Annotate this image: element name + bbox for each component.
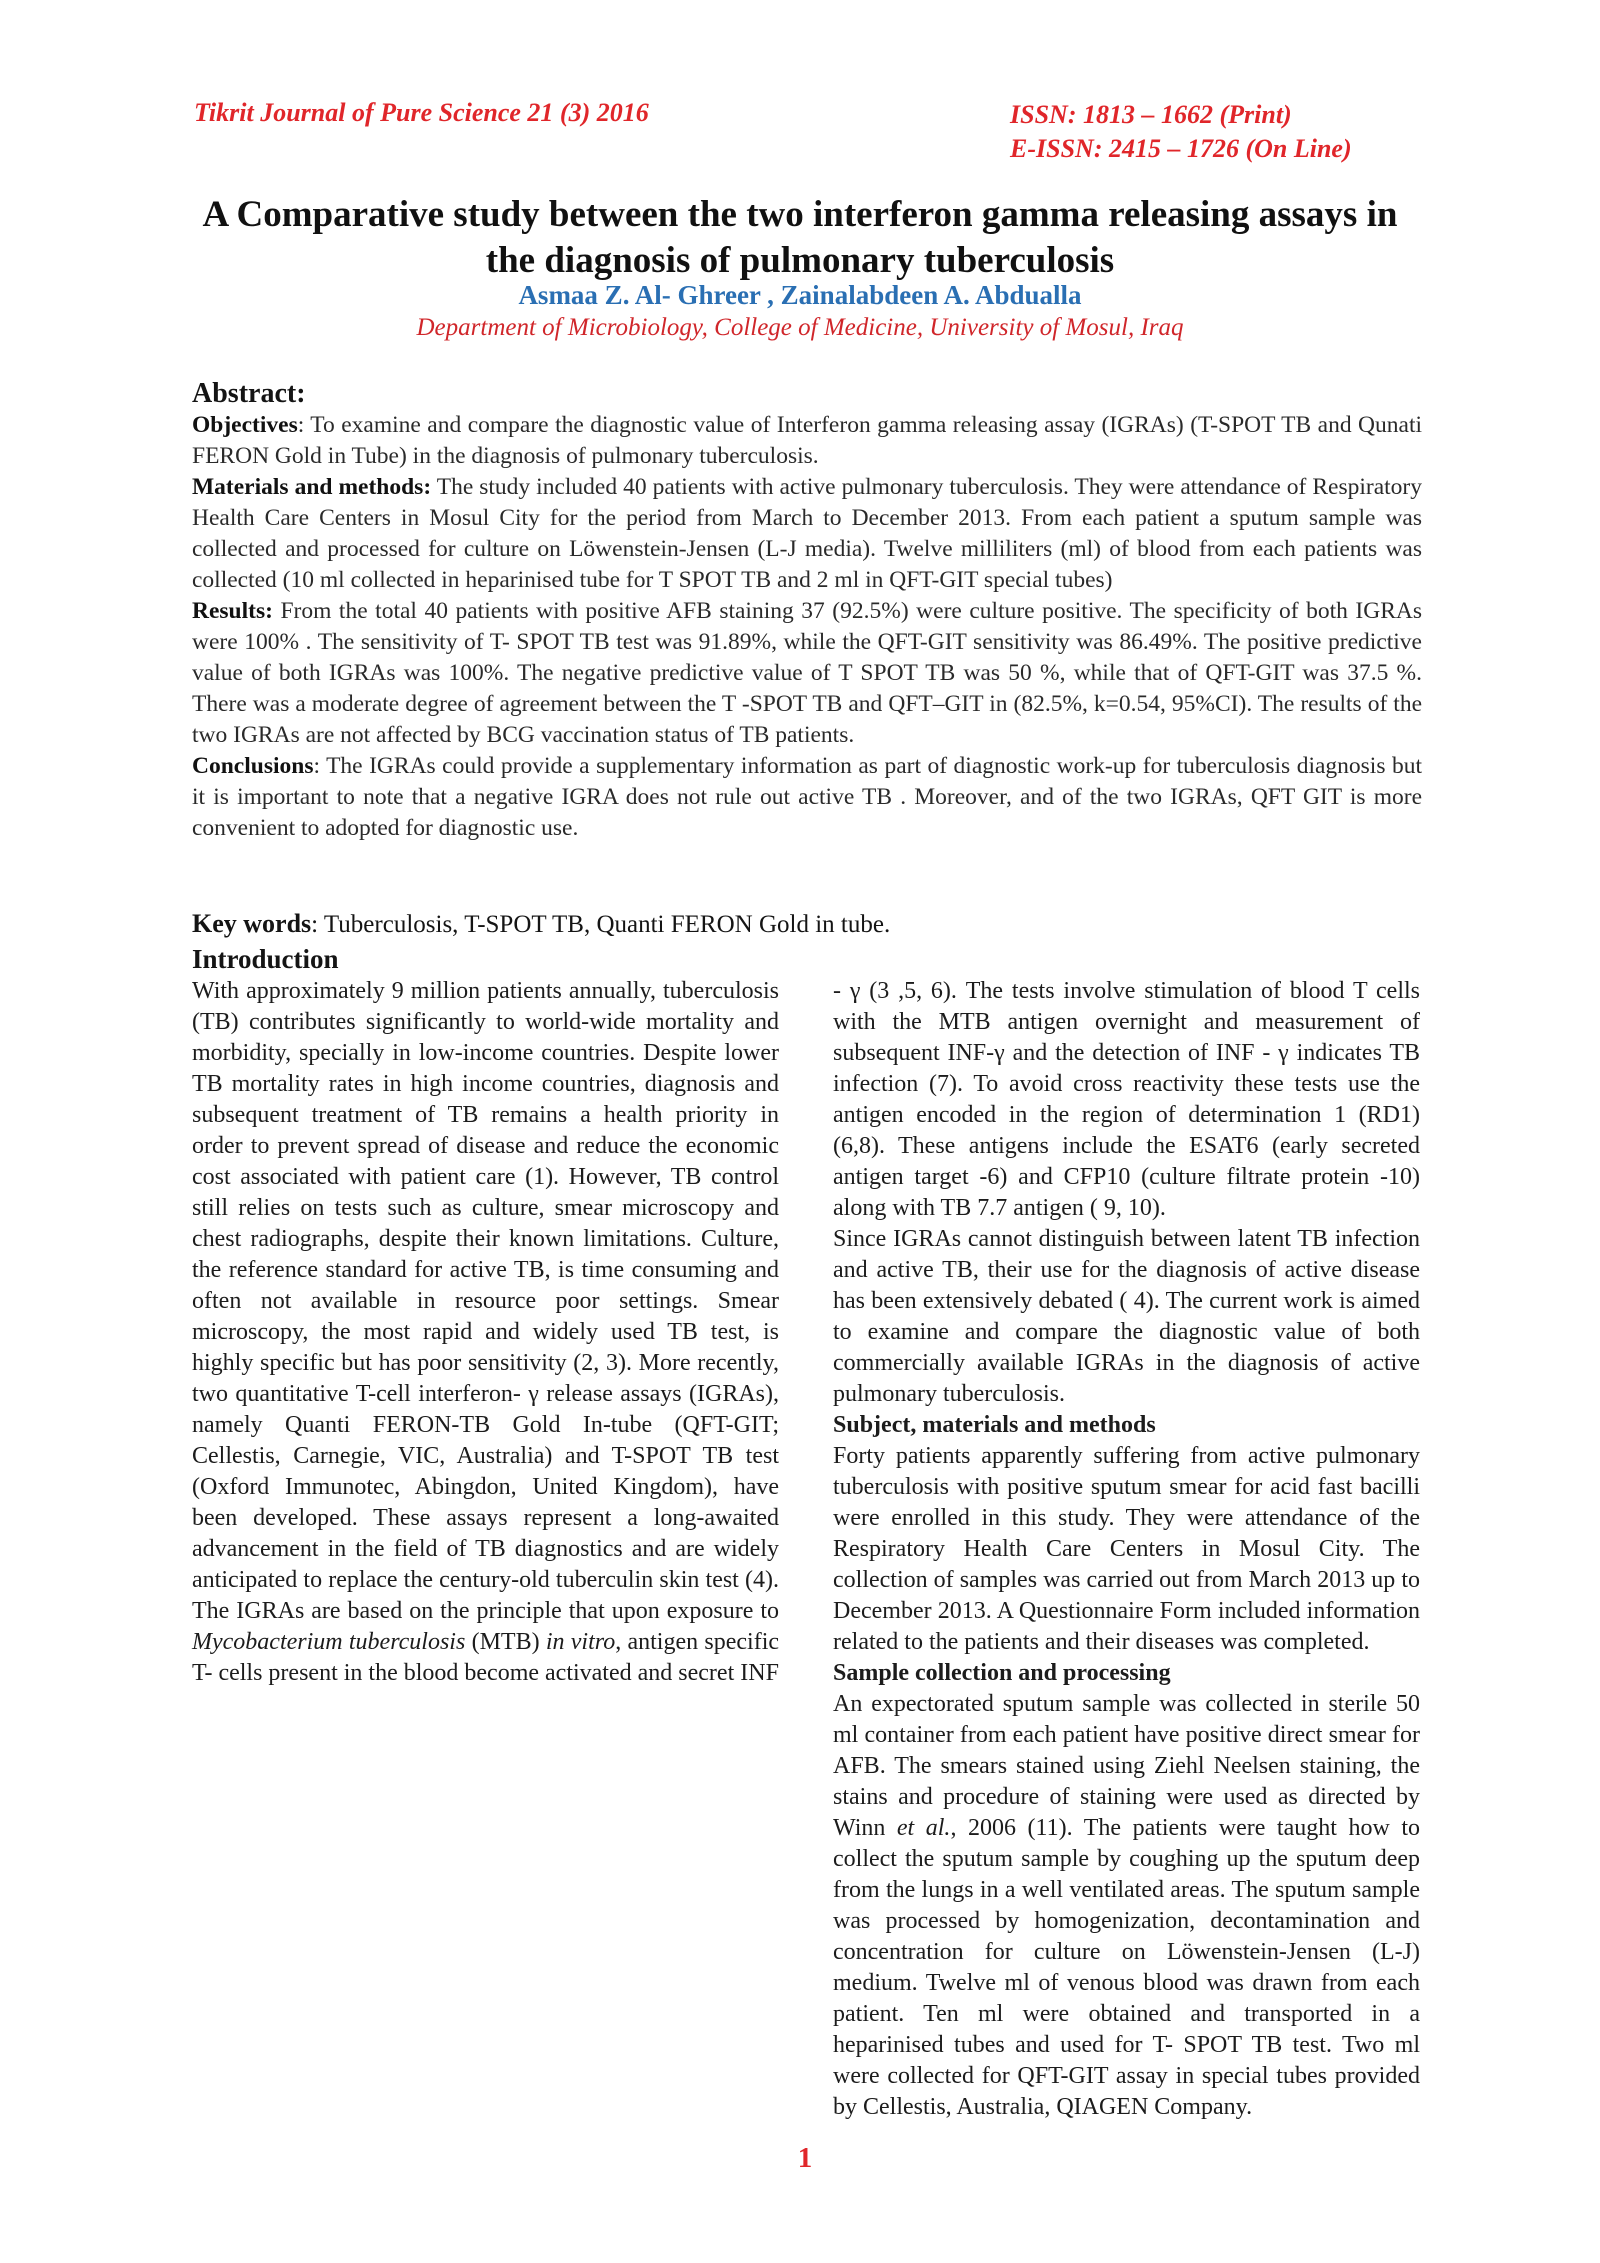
abstract-heading: Abstract: [192,378,306,409]
journal-header: Tikrit Journal of Pure Science 21 (3) 2016 [194,98,649,127]
abstract-conclusions [192,751,1422,844]
methods-label: Materials and methods: [192,474,432,500]
introduction-heading: Introduction [192,944,339,974]
sample-collection-paragraph [833,1689,1420,2123]
objectives-label: Objectives [192,412,298,438]
abstract-results [192,596,1422,751]
abstract-methods [192,472,1422,596]
intro-text-a: With approximately 9 million patients annually, tuberculosis (TB) contributes significantly to world-wide mortality and morbidity, specially in low-income countries. Despite lower TB mortality rates in high income countries, diagnosis and subsequent treatment of TB remains a health priority in order to prevent spread of disease and reduce the economic cost associated with patient care (1). However, TB control still relies on tests such as culture, smear microscopy and chest radiographs, despite their known limitations. Culture, the reference standard for active TB, is time consuming and often not available in resource poor settings. Smear microscopy, the most rapid and widely used TB test, is highly specific but has poor sensitivity (2, 3). More recently, two quantitative T-cell interferon- γ release assays (IGRAs), namely Quanti FERON-TB Gold In-tube (QFT-GIT; Cellestis, Carnegie, VIC, Australia) and T-SPOT TB test (Oxford Immunotec, Abingdon, United Kingdom), have been developed. These assays represent a long-awaited advancement in the field of TB diagnostics and are widely anticipated to replace the century-old tuberculin skin test (4). The IGRAs are based on the principle that upon exposure to [192,978,779,1624]
page-number: 1 [797,2142,813,2174]
subject-methods-paragraph: Forty patients apparently suffering from active pulmonary tuberculosis with positive sputum smear for acid fast bacilli were enrolled in this study. They were attendance of the Respiratory Health Care Centers in Mosul City. The collection of samples was carried out from March 2013 up to December 2013. A Questionnaire Form included information related to the patients and their diseases was completed. [833,1443,1420,1655]
intro-text-c: , antigen specific T- cells present in the blood become activated and secret INF [192,1629,780,1686]
conclusions-text: : The IGRAs could provide a supplementary information as part of diagnostic work-up for tuberculosis diagnosis but it is important to note that a negative IGRA does not rule out active TB . Moreover, and of the two IGRAs, QFT GIT is more convenient to adopted for diagnostic use. [192,753,1422,841]
title-line-1: A Comparative study between the two interferon gamma releasing assays in [202,194,1398,235]
intro-paragraph-1 [192,976,779,1689]
title-line-2: the diagnosis of pulmonary tuberculosis [485,240,1115,281]
issn-block [1010,98,1352,166]
sample-collection-heading: Sample collection and processing [833,1660,1171,1686]
keywords [192,909,890,939]
intro-paragraph-1-continued: - γ (3 ,5, 6). The tests involve stimulation of blood T cells with the MTB antigen overnight and measurement of subsequent INF-γ and the detection of INF - γ indicates TB infection (7). To avoid cross reactivity these tests use the antigen encoded in the region of determination 1 (RD1) (6,8). These antigens include the ESAT6 (early secreted antigen target -6) and CFP10 (culture filtrate protein -10) along with TB 7.7 antigen ( 9, 10). [833,978,1420,1221]
abstract-objectives [192,410,1422,472]
authors: Asmaa Z. Al- Ghreer , Zainalabdeen A. Abdualla [518,280,1082,310]
conclusions-label: Conclusions [192,753,314,779]
right-column [833,976,1420,2123]
sample-text-a: An expectorated sputum sample was collected in sterile 50 ml container from each patient have positive direct smear for AFB. The smears stained using Ziehl Neelsen staining, the stains and procedure of staining were used as directed by Winn [833,1691,1420,1841]
results-label: Results: [192,598,273,624]
abstract-body [192,410,1422,844]
affiliation: Department of Microbiology, College of Medicine, University of Mosul, Iraq [416,314,1184,341]
sample-text-b: , 2006 (11). The patients were taught how to collect the sputum sample by coughing up the sputum deep from the lungs in a well ventilated areas. The sputum sample was processed by homogenization, decontamination and concentration for culture on Löwenstein-Jensen (L-J) medium. Twelve ml of venous blood was drawn from each patient. Ten ml were obtained and transported in a heparinised tubes and used for T- SPOT TB test. Two ml were collected for QFT-GIT assay in special tubes provided by Cellestis, Australia, QIAGEN Company. [833,1815,1420,2120]
objectives-text: : To examine and compare the diagnostic value of Interferon gamma releasing assay (IGRAs) (T-SPOT TB and Qunati FERON Gold in Tube) in the diagnosis of pulmonary tuberculosis. [192,412,1422,469]
intro-species-name: Mycobacterium tuberculosis [192,1629,466,1655]
sample-et-al: et al. [896,1815,951,1841]
methods-text: The study included 40 patients with active pulmonary tuberculosis. They were attendance of Respiratory Health Care Centers in Mosul City for the period from March to December 2013. From each patient a sputum sample was collected and processed for culture on Löwenstein-Jensen (L-J media). Twelve milliliters (ml) of blood from each patients was collected (10 ml collected in heparinised tube for T SPOT TB and 2 ml in QFT-GIT special tubes) [192,474,1423,593]
keywords-label: Key words [192,909,312,938]
keywords-text: : Tuberculosis, T-SPOT TB, Quanti FERON Gold in tube. [311,911,891,938]
issn-print: ISSN: 1813 – 1662 (Print) [1010,100,1292,129]
intro-in-vitro: in vitro [545,1629,616,1655]
subject-methods-heading: Subject, materials and methods [833,1412,1156,1438]
left-column [192,976,779,1689]
intro-text-b: (MTB) [465,1629,546,1655]
issn-online: E-ISSN: 2415 – 1726 (On Line) [1010,134,1352,163]
paper-title [150,192,1450,284]
intro-paragraph-2: Since IGRAs cannot distinguish between latent TB infection and active TB, their use for the diagnosis of active disease has been extensively debated ( 4). The current work is aimed to examine and compare the diagnostic value of both commercially available IGRAs in the diagnosis of active pulmonary tuberculosis. [833,1226,1420,1407]
results-text: From the total 40 patients with positive AFB staining 37 (92.5%) were culture positive. The specificity of both IGRAs were 100% . The sensitivity of T- SPOT TB test was 91.89%, while the QFT-GIT sensitivity was 86.49%. The positive predictive value of both IGRAs was 100%. The negative predictive value of T SPOT TB was 50 %, while that of QFT-GIT was 37.5 %. There was a moderate degree of agreement between the T -SPOT TB and QFT–GIT in (82.5%, k=0.54, 95%CI). The results of the two IGRAs are not affected by BCG vaccination status of TB patients. [192,598,1422,748]
